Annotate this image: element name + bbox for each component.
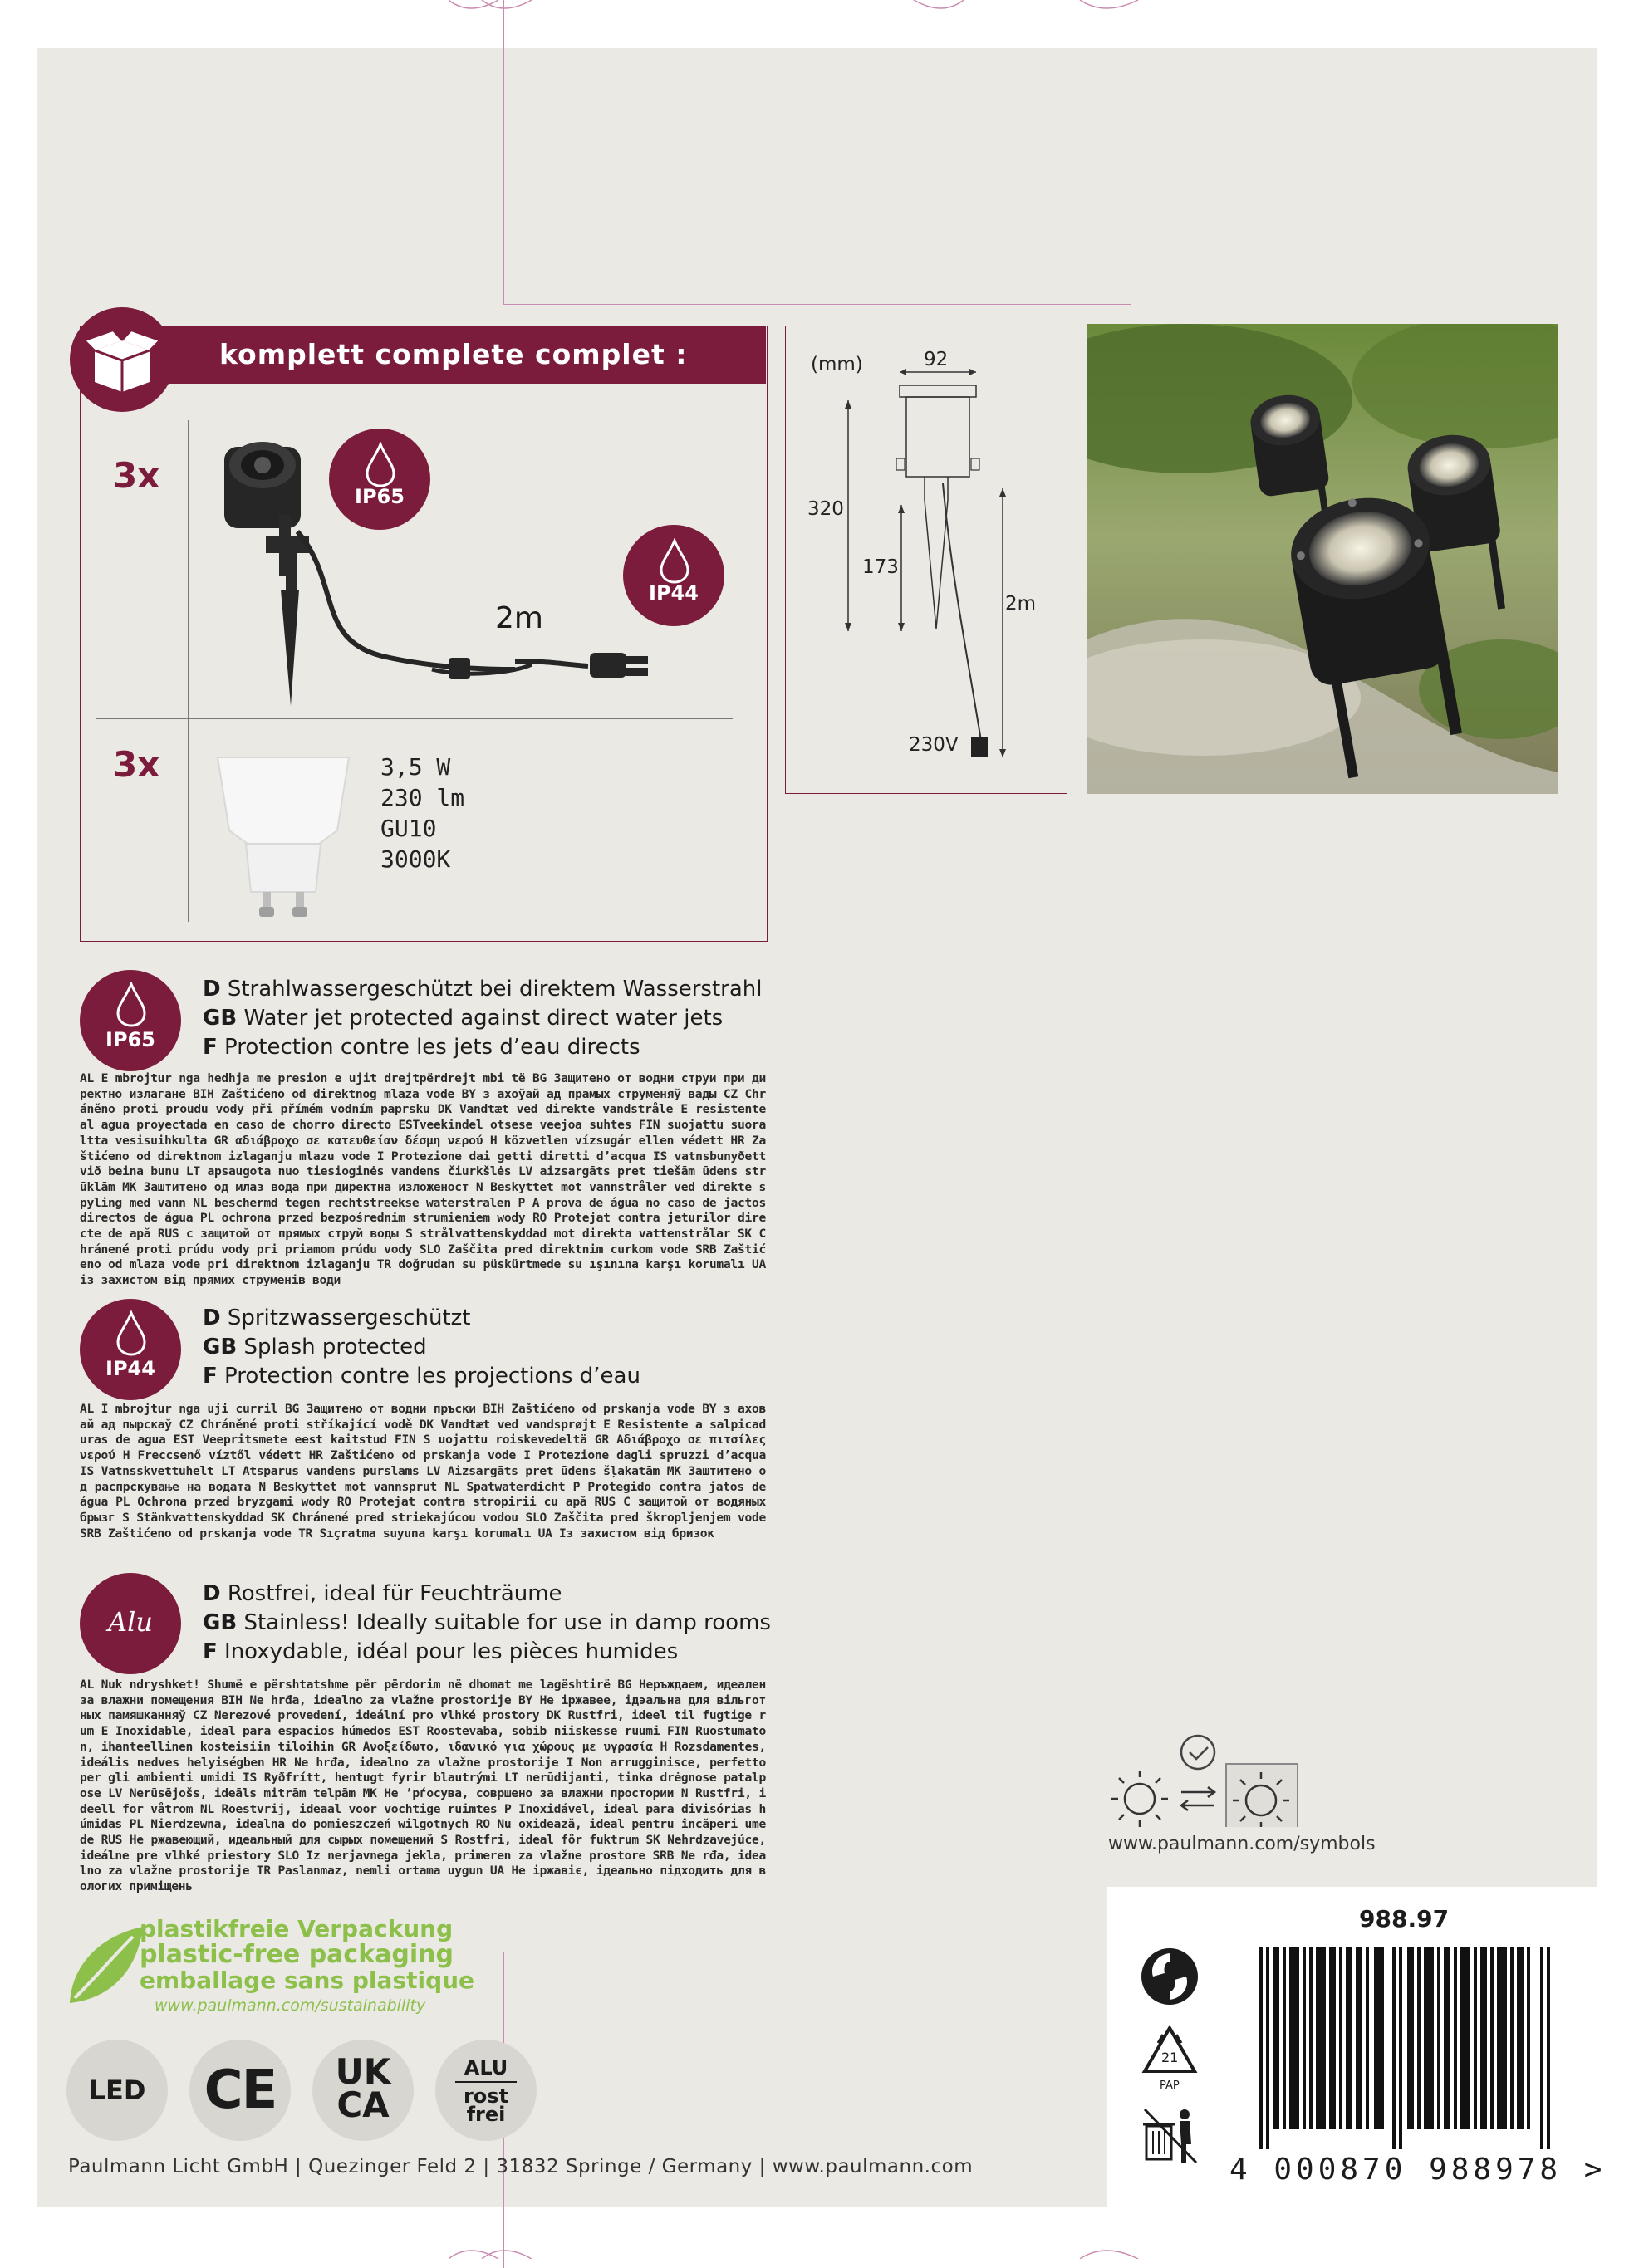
alu-divider bbox=[455, 2081, 517, 2083]
lang-code: D bbox=[203, 1305, 221, 1330]
bulb-color-temp: 3000K bbox=[380, 845, 451, 873]
ip44-badge bbox=[623, 525, 724, 626]
lang-code: F bbox=[203, 1364, 218, 1389]
ip44-section-icon bbox=[80, 1299, 181, 1400]
ip65-line-f bbox=[203, 1033, 640, 1062]
contents-divider-horizontal bbox=[96, 718, 733, 719]
ip44-line-d bbox=[203, 1304, 470, 1333]
dim-cable: 2m bbox=[1005, 593, 1037, 615]
eco-line-fr: emballage sans plastique bbox=[140, 1967, 475, 1994]
bulb-wattage: 3,5 W bbox=[380, 753, 451, 781]
alu-line-f bbox=[203, 1638, 678, 1667]
ip65-badge bbox=[329, 429, 430, 530]
waste-bin-icon bbox=[1141, 2106, 1200, 2166]
eco-line-en: plastic-free packaging bbox=[140, 1940, 454, 1969]
open-box-icon bbox=[70, 307, 174, 412]
ip44-text-f: Protection contre les projections d’eau bbox=[224, 1364, 640, 1389]
ip65-text-f: Protection contre les jets d’eau directs bbox=[224, 1035, 640, 1060]
alu-label: ALU bbox=[464, 2056, 508, 2079]
alu-section-label: Alu bbox=[108, 1606, 153, 1638]
contents-divider-vertical bbox=[188, 420, 189, 922]
ean-barcode bbox=[1258, 1947, 1557, 2149]
ip65-text-gb: Water jet protected against direct water jets bbox=[243, 1006, 724, 1031]
symbols-url[interactable]: www.paulmann.com/symbols bbox=[1108, 1834, 1376, 1854]
lang-code: D bbox=[203, 1581, 221, 1606]
ip44-line-gb bbox=[203, 1333, 427, 1362]
box-icon-badge bbox=[70, 307, 174, 412]
led-badge bbox=[66, 2040, 168, 2141]
bulb-socket: GU10 bbox=[380, 815, 437, 842]
dim-width: 92 bbox=[924, 349, 949, 370]
ip44-translations: AL I mbrojtur nga uji curril BG Защитено от водни пръски BIH Zaštićeno od prskanja vode BY з аховай ад пырскаў CZ Chráněné proti stříkající vodě DK Vandtæt ved vandsprøjt E Resistente a salpicaduras de agua EST Veepritsmete eest kaitstud FIN S uojattu roiskevedeltä GR Αδιάβροχο σε πιτσίλες νερού H Freccsenő víztől védett HR Zaštićeno od prskanja vode I Protezione dagli spruzzi d’acqua IS Vatnsskvettuhelt LT Atsparus vandens purslams LV Aizsargāts pret ūdens šļakatām MK Заштитено од распрскување на водата N Beskyttet mot vannsprut NL Spatwaterdicht P Protegido contra jatos de água PL Ochrona przed bryzgami wody RO Protejat contra stropirii cu apă RUS С защитой от водяных брызг S Stänkvattenskyddad SK Chránené pred striekajúcou vodou SLO Zaščita pred škropljenjem vode SRB Zaštićeno od prskanja vode TR Sıçratma suyuna karşı korumalı UA Із захистом від бризок bbox=[80, 1402, 766, 1541]
quantity-bulbs: 3x bbox=[113, 744, 160, 785]
water-drop-icon bbox=[658, 538, 691, 585]
alu-line-gb bbox=[203, 1609, 771, 1638]
lang-code: F bbox=[203, 1035, 218, 1060]
led-label: LED bbox=[88, 2075, 146, 2106]
lang-code: D bbox=[203, 977, 221, 1002]
dim-unit: (mm) bbox=[811, 354, 863, 375]
quantity-spots: 3x bbox=[113, 455, 160, 496]
ean-number: 4 000870 988978 > bbox=[1229, 2153, 1607, 2187]
die-cut-top-curves bbox=[449, 0, 1196, 25]
dim-height-total: 320 bbox=[807, 498, 844, 520]
dimension-drawing bbox=[785, 326, 1066, 792]
contents-banner: komplett complete complet : bbox=[133, 326, 766, 384]
gu10-bulb-illustration bbox=[213, 751, 354, 923]
bulb-specs bbox=[380, 752, 464, 874]
eco-line-de: plastikfreie Verpackung bbox=[140, 1915, 454, 1942]
pap-code: 21 bbox=[1161, 2050, 1179, 2065]
die-cut-bottom-flap bbox=[503, 1952, 1131, 2268]
ip65-section-label: IP65 bbox=[105, 1028, 155, 1051]
bulb-lumen: 230 lm bbox=[380, 784, 465, 811]
water-drop-icon bbox=[115, 1310, 148, 1357]
ip44-text-gb: Splash protected bbox=[243, 1335, 427, 1359]
ip44-label: IP44 bbox=[649, 581, 699, 605]
rost-label: rost bbox=[463, 2084, 509, 2108]
ce-badge bbox=[189, 2040, 291, 2141]
ip44-line-f bbox=[203, 1362, 640, 1391]
alu-text-f: Inoxydable, idéal pour les pièces humides bbox=[224, 1639, 679, 1664]
ukca-badge bbox=[312, 2040, 414, 2141]
alu-section-icon bbox=[80, 1573, 181, 1674]
article-number: 988.97 bbox=[1359, 1905, 1450, 1932]
water-drop-icon bbox=[115, 982, 148, 1028]
ip65-text-d: Strahlwassergeschützt bei direktem Wasserstrahl bbox=[227, 977, 763, 1002]
ip65-line-gb bbox=[203, 1004, 723, 1033]
lang-code: GB bbox=[203, 1335, 238, 1359]
alu-text-gb: Stainless! Ideally suitable for use in damp rooms bbox=[243, 1610, 771, 1635]
dim-voltage: 230V bbox=[909, 734, 959, 756]
alu-line-d bbox=[203, 1580, 562, 1609]
lang-code: F bbox=[203, 1639, 218, 1664]
ukca-top: UK bbox=[335, 2051, 391, 2092]
ip65-label: IP65 bbox=[355, 485, 405, 508]
ip65-translations: AL E mbrojtur nga hedhja me presion e ujit drejtpërdrejt mbi të BG Защитено от водни струи при директно излагане BIH Zaštićeno od direktnog mlaza vode BY з ахоўай ад прамых струменяў вады CZ Chráněno proti proudu vody při přímém vodním paprsku DK Vandtæt ved direkte vandstråle E resistente al agua proyectada en caso de chorro directo ESTveekindel otsese veejoa suhtes FIN suojattu suoraltta vesisuihkulta GR αδιάβροχο σε κατευθείαν δέσμη νερού H közvetlen vízsugár ellen védett HR Zaštićeno od direktnom izlaganju mlazu vode I Protezione dai getti diretti d’acqua IS vatnsbunуðett við beina bunu LT apsaugota nuo tiesioginės vandens čiurkšlės LV aizsargāts pret tiešām ūdens strūklām MK Заштитено од млаз вода при директна изложеност N Beskyttet mot vannstråler ved direkte spyling med vann NL beschermd tegen rechtstreekse waterstralen P A prova de água no caso de jactos directos de água PL ochrona przed bezpośrednim strumieniem wody RO Protejat contra jeturilor directe de apă RUS с защитой от прямых струй воды S strålvattenskyddad mot direkta vattenstrålar SK Chránené proti prúdu vody pri priamom prúdu vody SLO Zaščita pred direktnim curkom vode SRB Zaštićeno od mlaza vode pri direktnom izlaganju TR doğrudan su püskürtmede su ışınına karşı korumalı UA із захистом від прямих струменів води bbox=[80, 1071, 766, 1288]
ip44-text-d: Spritzwassergeschützt bbox=[227, 1305, 471, 1330]
alu-rostfrei-badge bbox=[435, 2040, 537, 2141]
product-photo bbox=[1087, 324, 1558, 794]
leaf-icon bbox=[63, 1918, 146, 2010]
cable-length-label: 2m bbox=[495, 601, 543, 635]
company-footer: Paulmann Licht GmbH | Quezinger Feld 2 | 31832 Springe / Germany | www.paulmann.com bbox=[68, 2156, 974, 2177]
light-color-symbols bbox=[1105, 1727, 1321, 1827]
green-dot-icon bbox=[1140, 1947, 1200, 2006]
pap-label: PAP bbox=[1160, 2079, 1180, 2092]
eco-url[interactable]: www.paulmann.com/sustainability bbox=[155, 1996, 426, 2015]
die-cut-bottom-curves bbox=[449, 2234, 1196, 2259]
lang-code: GB bbox=[203, 1610, 238, 1635]
water-drop-icon bbox=[364, 442, 397, 488]
ce-mark: CE bbox=[204, 2060, 277, 2121]
lang-code: GB bbox=[203, 1006, 238, 1031]
ip65-section-icon bbox=[80, 970, 181, 1071]
ip44-section-label: IP44 bbox=[105, 1357, 155, 1380]
dim-height-spike: 173 bbox=[862, 556, 899, 578]
die-cut-top-flap bbox=[503, 0, 1131, 305]
ukca-bottom: CA bbox=[336, 2084, 390, 2125]
alu-translations: AL Nuk ndryshket! Shumë e përshtatshme për përdorim në dhomat me lagështirë BG Неръждаем, идеален за влажни помещения BIH Ne hrđa, idealno za vlažne prostorije BY Не іржавее, ідэальна для вільготных памяшканняў CZ Nerezové provedení, ideální pro vlhké prostory DK Rustfri, ideel til fugtige rum E Inoxidable, ideal para espacios húmedos EST Roostevaba, sobib niiskesse ruumi FIN Ruostumaton, ihanteellinen kosteisiin tiloihin GR Ανοξείδωτο, ιδανικό για χώρους με υγρασία H Rozsdamentes, ideális nedves helyiségben HR Ne hrđa, idealno za vlažne prostorije I Non arrugginisce, perfetto per gli ambienti umidi IS Ryðfrítt, hentugt fyrir blautrými LT nerūdijanti, tinka drėgnose patalpose LV Nerūsējošs, ideāls mitrām telpām MK Не ’рѓосува, совршено за влажни простории N Rustfri, ideell for våtrom NL Roestvrij, ideaal voor vochtige ruimtes P Inoxidável, ideal para divisórias húmidas PL Nierdzewna, idealna do pomieszczeń wilgotnych RO Nu oxidează, ideal pentru încăperi umede RUS Не ржавеющий, идеальный для сырых помещений S Rostfri, ideal för fuktrum SK Nehrdzavejúce, ideálne pre vlhké priestory SLO Iz nerjavnega jekla, primeren za vlažne prostore SRB Ne rđa, idealno za vlažne prostorije TR Paslanmaz, nemli ortama uygun UA Не іржавіє, ідеально підходить для вологих приміщень bbox=[80, 1678, 766, 1894]
frei-label: frei bbox=[466, 2103, 506, 2126]
ip65-line-d bbox=[203, 975, 763, 1004]
alu-text-d: Rostfrei, ideal für Feuchträume bbox=[227, 1581, 562, 1606]
